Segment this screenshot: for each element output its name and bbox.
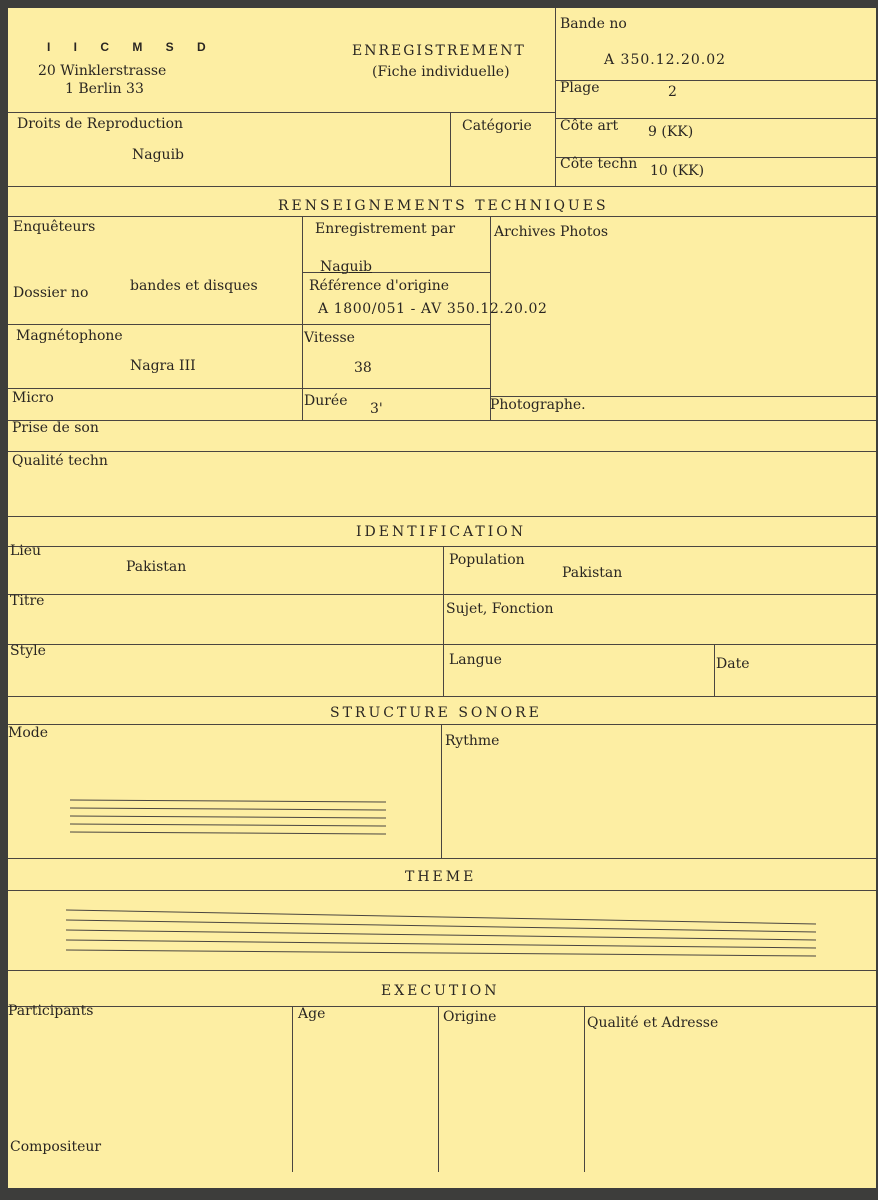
qualite-techn-label: Qualité techn — [12, 453, 108, 469]
archives-photos-label: Archives Photos — [494, 224, 609, 240]
plage-label: Plage — [560, 80, 600, 96]
rule-titre-style — [8, 644, 876, 645]
age-label: Age — [298, 1006, 326, 1022]
rule-ident-title-bottom — [8, 546, 876, 547]
mode-staff-lines — [68, 798, 390, 838]
rule-prise-qualite — [8, 451, 876, 452]
magnetophone-value: Nagra III — [130, 358, 196, 374]
population-value: Pakistan — [562, 565, 623, 581]
theme-staff-lines — [64, 908, 820, 964]
dossier-label: Dossier no — [13, 285, 89, 301]
rule-langue-date — [714, 644, 715, 696]
card-title: ENREGISTREMENT — [352, 43, 526, 59]
rule-exec-title-top — [8, 970, 876, 971]
section-title-technical: RENSEIGNEMENTS TECHNIQUES — [278, 198, 609, 214]
address-line-1: 20 Winklerstrasse — [38, 63, 167, 79]
section-title-execution: EXECUTION — [381, 983, 500, 999]
address-line-2: 1 Berlin 33 — [65, 81, 144, 97]
style-label: Style — [10, 643, 46, 659]
rule-vitesse-micro — [8, 388, 490, 389]
cote-art-value: 9 (KK) — [648, 124, 694, 140]
cote-techn-label: Côte techn — [560, 156, 638, 172]
index-card — [8, 8, 876, 1188]
duree-label: Durée — [304, 393, 348, 409]
enqueteurs-label: Enquêteurs — [13, 219, 96, 235]
lieu-value: Pakistan — [126, 559, 187, 575]
cote-art-label: Côte art — [560, 118, 619, 134]
card-subtitle: (Fiche individuelle) — [372, 64, 510, 80]
participants-label: Participants — [8, 1003, 94, 1019]
categorie-label: Catégorie — [462, 118, 532, 134]
enregistrement-par-value: Naguib — [320, 259, 373, 275]
cote-techn-value: 10 (KK) — [650, 163, 705, 179]
dossier-value: bandes et disques — [130, 278, 258, 294]
section-title-theme: THEME — [405, 869, 477, 885]
section-title-structure: STRUCTURE SONORE — [330, 705, 542, 721]
origine-label: Origine — [443, 1009, 497, 1025]
photographe-label: Photographe. — [490, 397, 586, 413]
rule-theme-title-top — [8, 858, 876, 859]
lieu-label: Lieu — [10, 543, 42, 559]
rule-header-bottom — [8, 112, 555, 113]
rule-dossier-magneto — [8, 324, 490, 325]
vitesse-value: 38 — [354, 360, 372, 376]
droits-value: Naguib — [132, 147, 185, 163]
compositeur-label: Compositeur — [10, 1139, 102, 1155]
bande-value: A 350.12.20.02 — [604, 52, 727, 68]
rule-struct-title-bottom — [8, 724, 876, 725]
rythme-label: Rythme — [445, 733, 500, 749]
rule-bande-plage — [555, 80, 876, 81]
rule-micro-prise — [8, 420, 876, 421]
rule-exec-age — [292, 1006, 293, 1172]
rule-struct-middle — [441, 724, 442, 858]
mode-label: Mode — [8, 725, 49, 741]
reference-value: A 1800/051 - AV 350.12.20.02 — [318, 301, 548, 317]
langue-label: Langue — [449, 652, 502, 668]
plage-value: 2 — [668, 84, 677, 100]
rule-tech-title-bottom — [8, 216, 876, 217]
prise-de-son-label: Prise de son — [12, 420, 99, 436]
duree-value: 3' — [370, 401, 383, 417]
droits-label: Droits de Reproduction — [17, 116, 184, 132]
date-label: Date — [716, 656, 750, 672]
rule-exec-qualite — [584, 1006, 585, 1172]
bande-label: Bande no — [560, 16, 627, 32]
population-label: Population — [449, 552, 525, 568]
rule-lieu-titre — [8, 594, 876, 595]
titre-label: Titre — [10, 593, 45, 609]
sujet-fonction-label: Sujet, Fonction — [446, 601, 554, 617]
rule-tech-middle — [302, 216, 303, 420]
rule-ident-title-top — [8, 516, 876, 517]
magnetophone-label: Magnétophone — [16, 328, 123, 344]
rule-right-column — [555, 8, 556, 186]
vitesse-label: Vitesse — [304, 330, 355, 346]
rule-ident-middle — [443, 546, 444, 696]
rule-tech-photos — [490, 216, 491, 420]
rule-tech-title-top — [8, 186, 876, 187]
rule-exec-title-bottom — [8, 1006, 876, 1007]
rule-exec-origine — [438, 1006, 439, 1172]
org-logo: I I C M S D — [47, 40, 216, 54]
rule-theme-title-bottom — [8, 890, 876, 891]
rule-struct-title-top — [8, 696, 876, 697]
enregistrement-par-label: Enregistrement par — [315, 221, 456, 237]
section-title-identification: IDENTIFICATION — [356, 524, 526, 540]
rule-categorie-left — [450, 112, 451, 186]
qualite-adresse-label: Qualité et Adresse — [587, 1015, 719, 1031]
reference-label: Référence d'origine — [309, 278, 450, 294]
micro-label: Micro — [12, 390, 54, 406]
